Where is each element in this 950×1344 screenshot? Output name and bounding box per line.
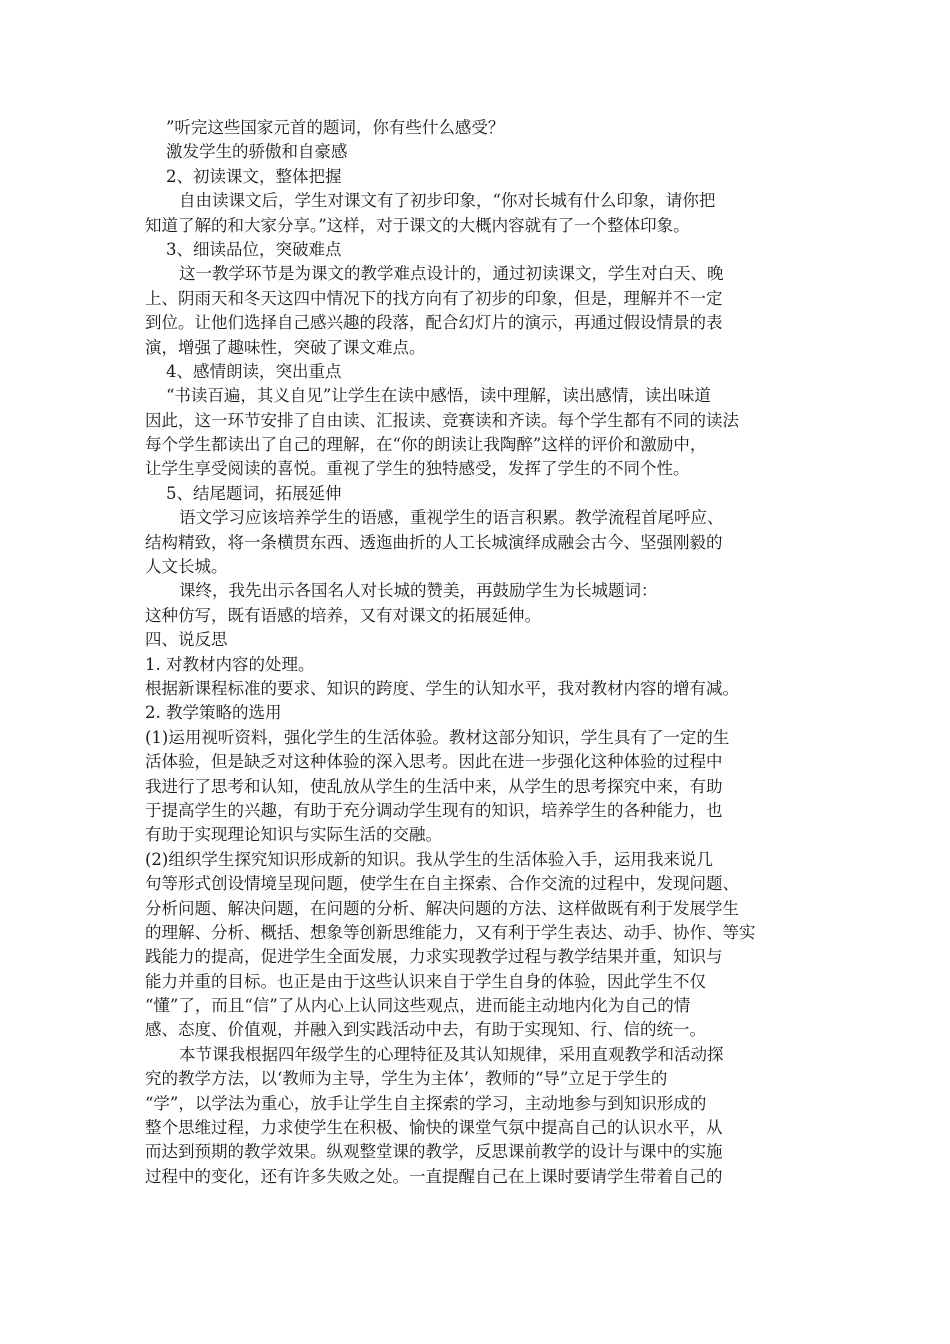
text-line: 课终，我先出示各国名人对长城的赞美，再鼓励学生为长城题词： — [179, 581, 658, 601]
text-line: 究的教学方法，以‘教师为主导，学生为主体’，教师的“导”立足于学生的 — [145, 1069, 668, 1089]
section-heading: 3、细读品位，突破难点 — [166, 239, 342, 259]
subsection-heading: 1. 对教材内容的处理。 — [145, 654, 315, 674]
text-line: 句等形式创设情境呈现问题，使学生在自主探索、合作交流的过程中，发现问题、 — [145, 874, 739, 894]
text-line: 结构精致，将一条横贯东西、透迤曲折的人工长城演绎成融会古今、坚强刚毅的 — [145, 532, 723, 552]
text-line: 能力并重的目标。也正是由于这些认识来自于学生自身的体验，因此学生不仅 — [145, 971, 706, 991]
text-line: 知道了解的和大家分享。”这样，对于课文的大概内容就有了一个整体印象。 — [145, 215, 690, 235]
text-line: 这一教学环节是为课文的教学难点设计的，通过初读课文，学生对白天、晚 — [179, 264, 724, 284]
text-line: 过程中的变化，还有许多失败之处。一直提醒自己在上课时要请学生带着自己的 — [145, 1166, 723, 1186]
text-line: 于提高学生的兴趣，有助于充分调动学生现有的知识，培养学生的各种能力，也 — [145, 800, 723, 820]
text-line: “书读百遍，其义自见”让学生在读中感悟，读中理解，读出感情，读出味道 — [166, 386, 711, 406]
text-line: 践能力的提高，促进学生全面发展，力求实现教学过程与教学结果并重，知识与 — [145, 947, 723, 967]
text-line: 因此，这一环节安排了自由读、汇报读、竞赛读和齐读。每个学生都有不同的读法 — [145, 410, 739, 430]
document-body — [145, 116, 810, 1189]
section-heading: 2、初读课文，整体把握 — [166, 166, 342, 186]
text-line: 而达到预期的教学效果。纵观整堂课的教学，反思课前教学的设计与课中的实施 — [145, 1142, 723, 1162]
text-line: “学”，以学法为重心，放手让学生自主探索的学习，主动地参与到知识形成的 — [145, 1093, 707, 1113]
text-line: 本节课我根据四年级学生的心理特征及其认知规律，采用直观教学和活动探 — [179, 1044, 724, 1064]
text-line: 人文长城。 — [145, 557, 228, 577]
text-line: 活体验，但是缺乏对这种体验的深入思考。因此在进一步强化这种体验的过程中 — [145, 752, 723, 772]
text-line: “懂”了，而且“信”了从内心上认同这些观点，进而能主动地内化为自己的情 — [145, 996, 691, 1016]
subsection-heading: 2. 教学策略的选用 — [145, 703, 282, 723]
text-line: 整个思维过程，力求使学生在积极、愉快的课堂气氛中提高自己的认识水平，从 — [145, 1118, 723, 1138]
text-line: 这种仿写，既有语感的培养，又有对课文的拓展延伸。 — [145, 605, 541, 625]
text-line: (2)组织学生探究知识形成新的知识。我从学生的生活体验入手，运用我来说几 — [145, 849, 713, 869]
section-heading: 四、说反思 — [145, 630, 228, 650]
text-line: ”听完这些国家元首的题词，你有些什么感受？ — [166, 118, 505, 137]
text-line: 感、态度、价值观，并融入到实践活动中去，有助于实现知、行、信的统一。 — [145, 1020, 706, 1040]
text-line: 有助于实现理论知识与实际生活的交融。 — [145, 825, 442, 845]
section-heading: 4、感情朗读，突出重点 — [166, 361, 342, 381]
text-line: (1)运用视听资料，强化学生的生活体验。教材这部分知识，学生具有了一定的生 — [145, 727, 730, 747]
text-line: 自由读课文后，学生对课文有了初步印象，“你对长城有什么印象，请你把 — [179, 191, 716, 211]
text-line: 让学生享受阅读的喜悦。重视了学生的独特感受，发挥了学生的不同个性。 — [145, 459, 690, 479]
section-heading: 5、结尾题词，拓展延伸 — [166, 483, 342, 503]
text-line: 的理解、分析、概括、想象等创新思维能力，又有利于学生表达、动手、协作、等实 — [145, 922, 756, 942]
text-line: 每个学生都读出了自己的理解，在“你的朗读让我陶醉”这样的评价和激励中， — [145, 435, 707, 455]
text-line: 激发学生的骄傲和自豪感 — [166, 142, 348, 162]
text-line: 分析问题、解决问题，在问题的分析、解决问题的方法、这样做既有利于发展学生 — [145, 898, 739, 918]
text-line: 语文学习应该培养学生的语感，重视学生的语言积累。教学流程首尾呼应、 — [179, 508, 724, 528]
text-line: 到位。让他们选择自己感兴趣的段落，配合幻灯片的演示，再通过假设情景的表 — [145, 313, 723, 333]
text-line: 我进行了思考和认知，使乱放从学生的生活中来，从学生的思考探究中来，有助 — [145, 776, 723, 796]
text-line: 根据新课程标准的要求、知识的跨度、学生的认知水平，我对教材内容的增有减。 — [145, 678, 739, 698]
text-line: 上、阴雨天和冬天这四中情况下的找方向有了初步的印象，但是，理解并不一定 — [145, 288, 723, 308]
text-line: 演，增强了趣味性，突破了课文难点。 — [145, 337, 426, 357]
